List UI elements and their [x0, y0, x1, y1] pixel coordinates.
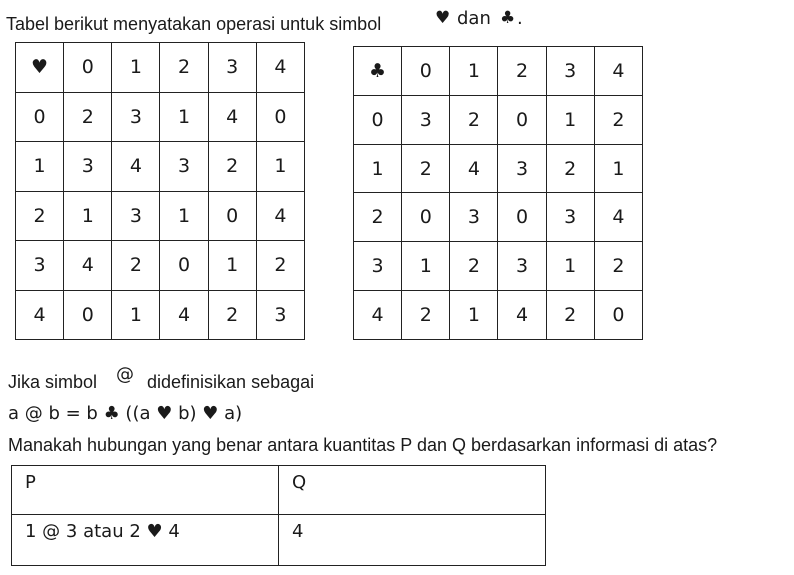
column-header: 4: [594, 47, 642, 96]
table-row: [16, 191, 305, 241]
table-cell: 0: [402, 193, 450, 242]
table-cell: 4: [64, 241, 112, 291]
table-cell: 4: [112, 142, 160, 192]
table-cell: 3: [498, 242, 546, 291]
table-row: [16, 142, 305, 192]
row-header: 1: [354, 144, 402, 193]
intro-period: .: [517, 8, 523, 29]
table-cell: 3: [112, 92, 160, 142]
table-cell: 4: [256, 191, 304, 241]
row-header: 2: [16, 191, 64, 241]
row-header: 1: [16, 142, 64, 192]
table-row: [354, 291, 643, 340]
table-cell: 2: [546, 144, 594, 193]
table-row: [16, 290, 305, 340]
table-cell: 1: [160, 92, 208, 142]
q-header: Q: [279, 466, 546, 515]
table-cell: 1: [160, 191, 208, 241]
heart-operation-table: [15, 42, 305, 340]
row-header: 4: [16, 290, 64, 340]
definition-prefix: Jika simbol: [8, 372, 98, 392]
table-cell: 1: [546, 95, 594, 144]
row-header: 3: [16, 241, 64, 291]
table-header-row: [16, 43, 305, 93]
table-cell: 4: [594, 193, 642, 242]
row-header: 3: [354, 242, 402, 291]
column-header: 2: [498, 47, 546, 96]
column-header: 2: [160, 43, 208, 93]
table-cell: 3: [402, 95, 450, 144]
table-cell: 0: [64, 290, 112, 340]
column-header: 4: [256, 43, 304, 93]
table-cell: 0: [594, 291, 642, 340]
column-header: 0: [64, 43, 112, 93]
q-value: 4: [279, 515, 546, 566]
column-header: 3: [546, 47, 594, 96]
table-cell: 2: [256, 241, 304, 291]
column-header: 1: [112, 43, 160, 93]
table-cell: 1: [208, 241, 256, 291]
table-cell: 2: [112, 241, 160, 291]
table-cell: 0: [160, 241, 208, 291]
table-cell: 3: [64, 142, 112, 192]
table-corner-club-icon: ♣: [354, 47, 402, 96]
table-cell: 2: [208, 290, 256, 340]
intro-conjunction: dan: [457, 8, 491, 29]
row-header: 0: [354, 95, 402, 144]
table-cell: 0: [498, 95, 546, 144]
table-cell: 4: [498, 291, 546, 340]
table-cell: 4: [450, 144, 498, 193]
table-cell: 2: [450, 95, 498, 144]
table-cell: 1: [546, 242, 594, 291]
table-header-row: [12, 466, 546, 515]
question-text: Manakah hubungan yang benar antara kuantitas P dan Q berdasarkan informasi di atas?: [8, 435, 718, 455]
table-row: [354, 144, 643, 193]
comparison-table: [11, 465, 546, 566]
table-row: [16, 241, 305, 291]
table-cell: 3: [450, 193, 498, 242]
table-cell: 2: [594, 242, 642, 291]
table-cell: 3: [112, 191, 160, 241]
column-header: 1: [450, 47, 498, 96]
table-cell: 1: [112, 290, 160, 340]
table-header-row: [354, 47, 643, 96]
heart-icon: ♥: [435, 8, 451, 28]
table-cell: 2: [208, 142, 256, 192]
row-header: 2: [354, 193, 402, 242]
table-cell: 2: [64, 92, 112, 142]
column-header: 0: [402, 47, 450, 96]
table-cell: 2: [594, 95, 642, 144]
table-cell: 2: [402, 291, 450, 340]
club-icon: ♣: [500, 8, 516, 28]
table-cell: 3: [546, 193, 594, 242]
table-row: [12, 515, 546, 566]
table-corner-heart-icon: ♥: [16, 43, 64, 93]
table-cell: 0: [256, 92, 304, 142]
definition-suffix: didefinisikan sebagai: [147, 372, 315, 392]
row-header: 4: [354, 291, 402, 340]
table-row: [354, 193, 643, 242]
column-header: 3: [208, 43, 256, 93]
table-cell: 1: [256, 142, 304, 192]
intro-text: Tabel berikut menyatakan operasi untuk simbol: [6, 14, 382, 34]
table-cell: 4: [208, 92, 256, 142]
table-cell: 2: [546, 291, 594, 340]
table-row: [354, 95, 643, 144]
row-header: 0: [16, 92, 64, 142]
table-row: [354, 242, 643, 291]
p-header: P: [12, 466, 279, 515]
table-cell: 1: [64, 191, 112, 241]
table-cell: 1: [402, 242, 450, 291]
table-row: [16, 92, 305, 142]
at-symbol-icon: @: [116, 364, 134, 385]
table-cell: 2: [450, 242, 498, 291]
table-cell: 1: [450, 291, 498, 340]
p-value: 1 @ 3 atau 2 ♥ 4: [12, 515, 279, 566]
definition-formula: a @ b = b ♣ ((a ♥ b) ♥ a): [8, 403, 243, 424]
table-cell: 3: [160, 142, 208, 192]
table-cell: 0: [208, 191, 256, 241]
table-cell: 1: [594, 144, 642, 193]
table-cell: 3: [256, 290, 304, 340]
table-cell: 4: [160, 290, 208, 340]
club-operation-table: [353, 46, 643, 340]
table-cell: 3: [498, 144, 546, 193]
table-cell: 2: [402, 144, 450, 193]
table-cell: 0: [498, 193, 546, 242]
